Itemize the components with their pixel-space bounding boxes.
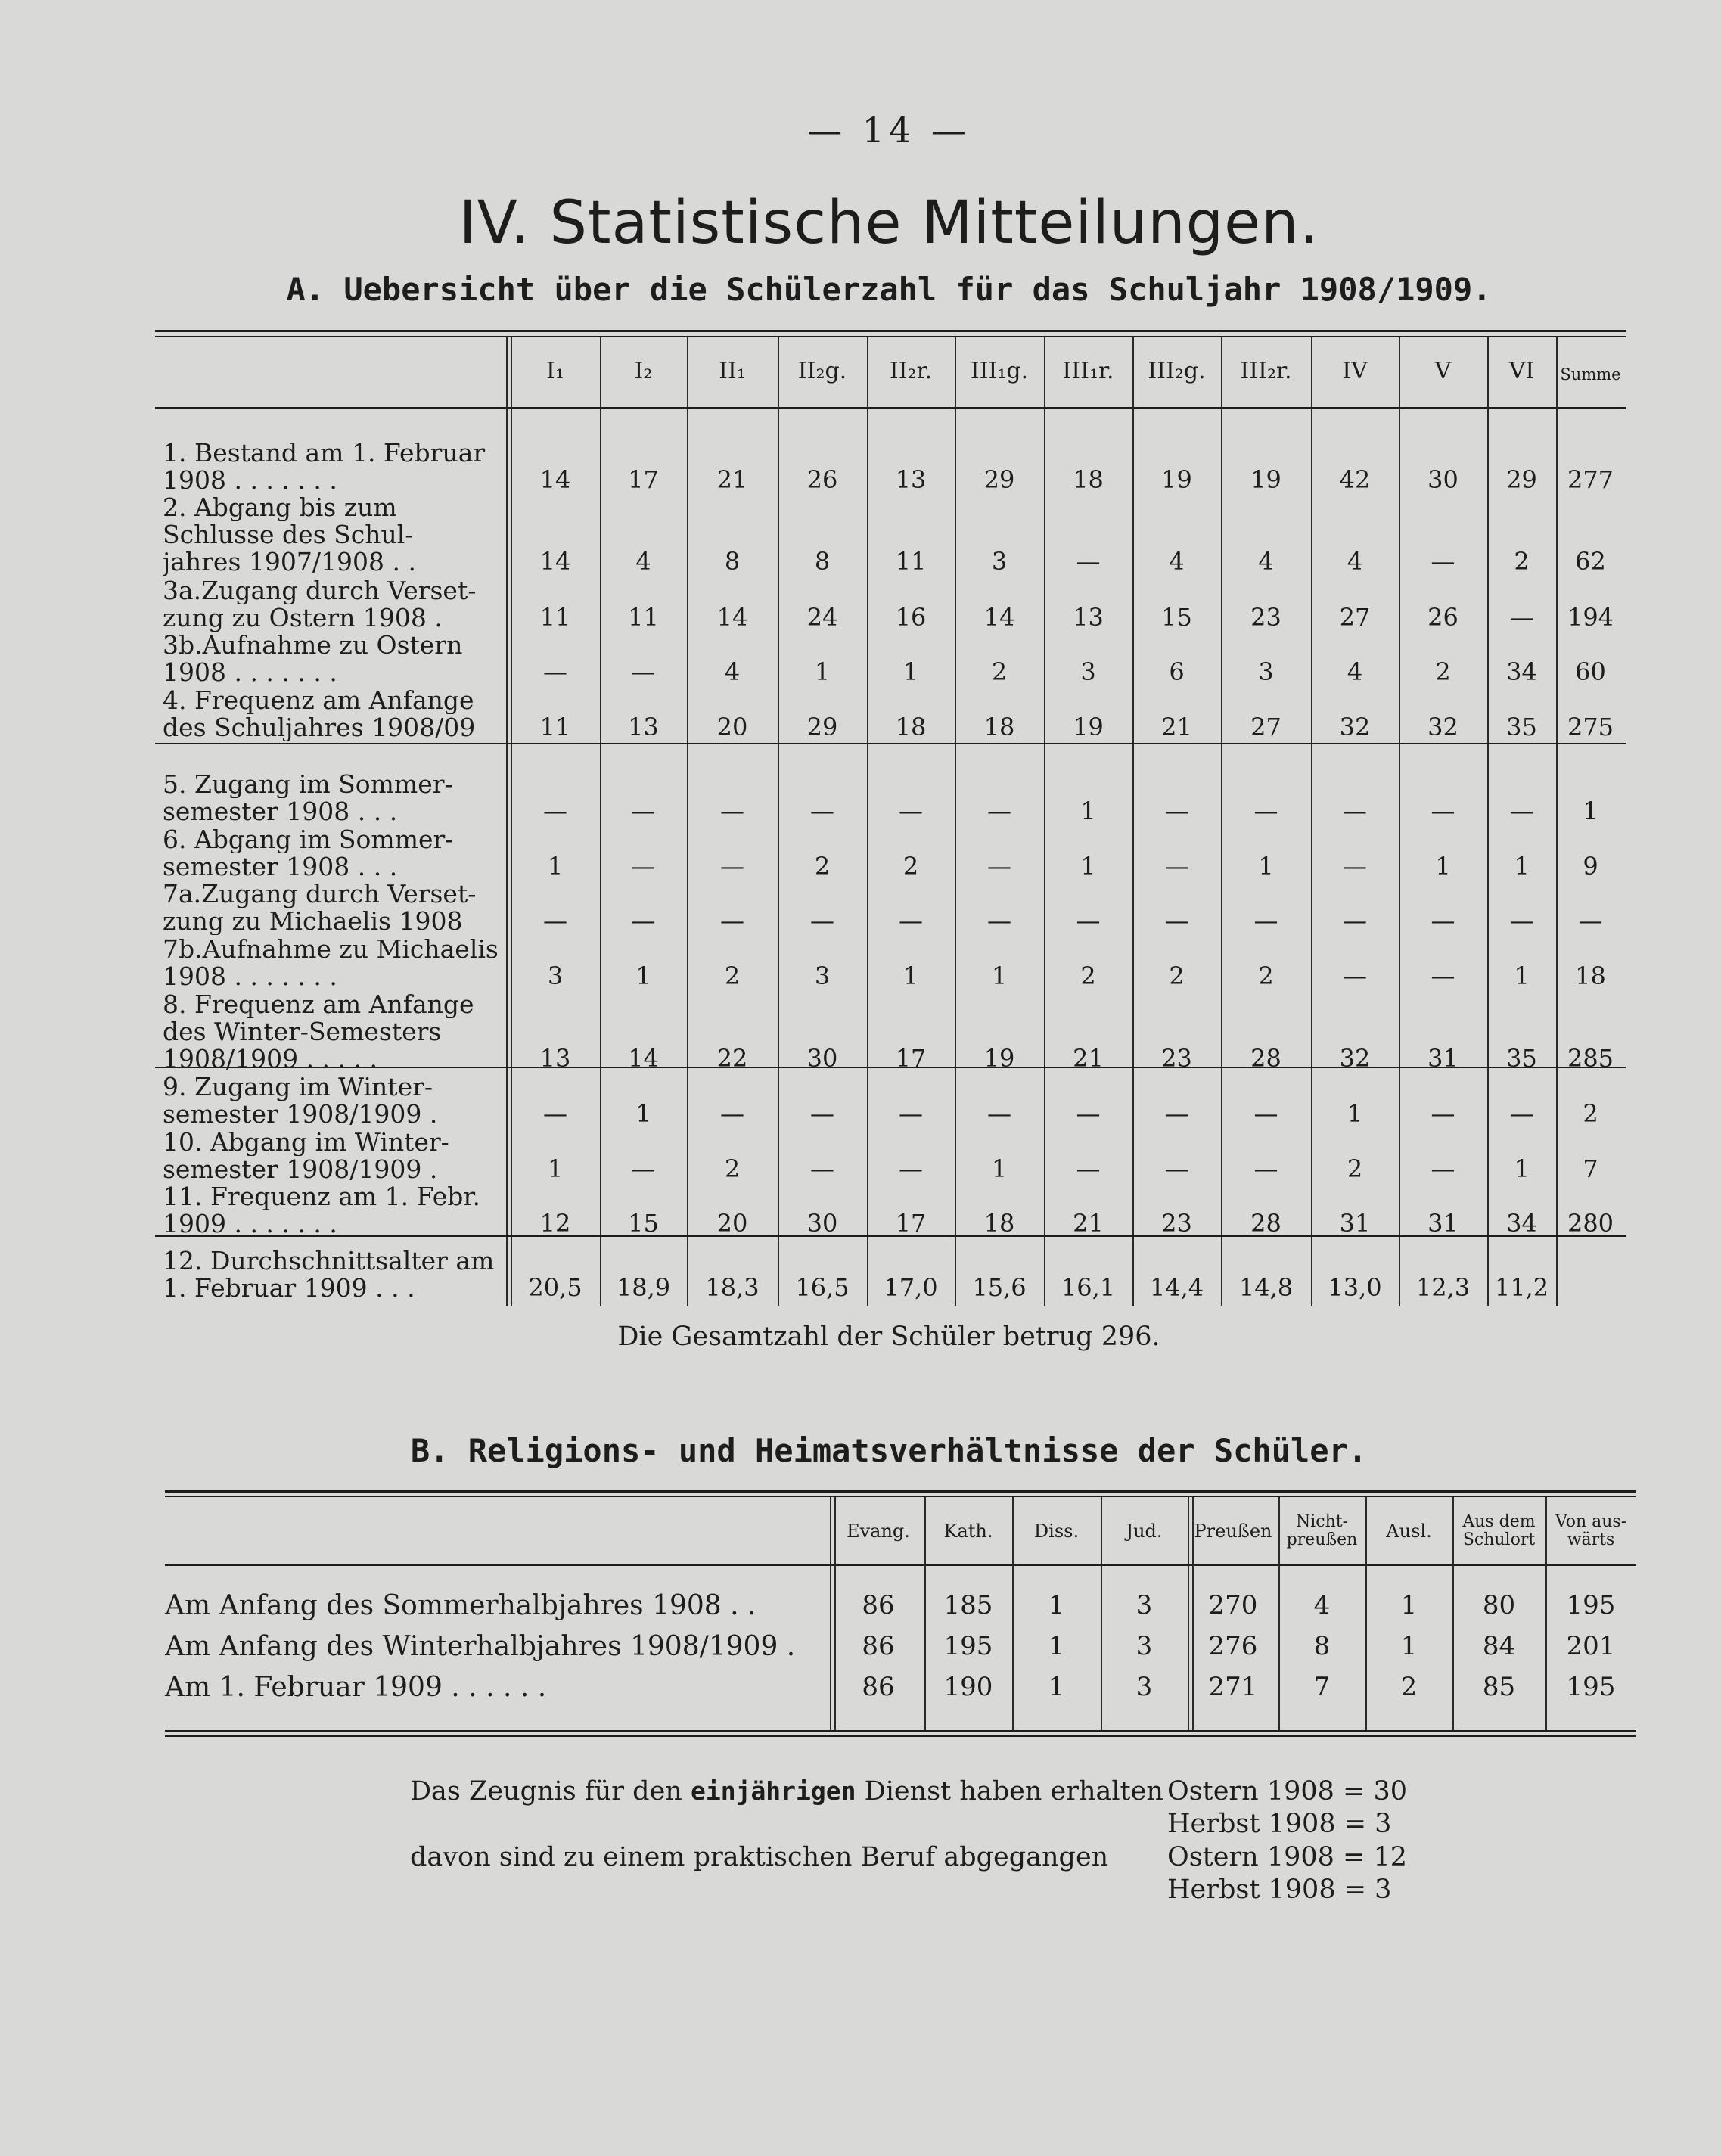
table-cell: 1 <box>1400 1631 1418 1661</box>
table-cell: 32 <box>1339 1044 1371 1073</box>
table-cell: 8 <box>814 547 831 576</box>
table-cell: — <box>1164 1154 1189 1183</box>
table-cell: — <box>810 906 834 935</box>
table-cell: 84 <box>1482 1631 1516 1661</box>
table-cell: 4 <box>1258 547 1274 576</box>
table-cell: 18 <box>895 713 927 741</box>
table-cell: 13,0 <box>1328 1273 1382 1302</box>
row-label-line: 1908 . . . . . . . <box>163 466 337 494</box>
table-cell: 21 <box>1073 1209 1104 1238</box>
table-cell: 195 <box>943 1631 993 1661</box>
table-cell: 14,4 <box>1149 1273 1204 1302</box>
rule-b-bottom-2 <box>165 1735 1636 1737</box>
row-label-line: zung zu Michaelis 1908 <box>163 907 463 935</box>
table-cell: 80 <box>1482 1590 1516 1620</box>
section-b-heading: B. Religions- und Heimatsverhältnisse der Schüler. <box>410 1432 1368 1469</box>
table-cell: 18 <box>983 713 1015 741</box>
table-cell: 2 <box>1435 657 1451 686</box>
column-header: II₂g. <box>797 358 847 384</box>
row-label-line: 2. Abgang bis zum <box>163 493 397 521</box>
table-cell: — <box>1076 547 1101 576</box>
row-label-line: 1908 . . . . . . . <box>163 962 337 990</box>
table-cell: 3 <box>814 962 831 990</box>
table-cell: 3 <box>1258 657 1274 686</box>
table-cell: — <box>810 1154 834 1183</box>
table-cell: 1 <box>547 1154 564 1183</box>
table-cell: 18 <box>1575 962 1606 990</box>
table-cell: 1 <box>1435 852 1451 881</box>
table-cell: 29 <box>1506 465 1537 494</box>
column-header: Nicht-preußen <box>1286 1512 1358 1549</box>
table-cell: 15,6 <box>972 1273 1027 1302</box>
table-cell: 7 <box>1313 1672 1331 1702</box>
table-cell: 1 <box>547 852 564 881</box>
table-cell: — <box>720 1099 744 1128</box>
table-cell: 271 <box>1208 1672 1258 1702</box>
table-cell: 194 <box>1567 603 1614 632</box>
row-label-line: semester 1908 . . . <box>163 797 398 825</box>
table-cell: 18,3 <box>705 1273 760 1302</box>
table-cell: 17,0 <box>884 1273 938 1302</box>
table-cell: 23 <box>1161 1209 1192 1238</box>
table-cell: — <box>899 1154 923 1183</box>
row-label-line: 10. Abgang im Winter- <box>163 1128 449 1156</box>
table-cell: 34 <box>1506 657 1537 686</box>
column-header: Ausl. <box>1386 1521 1432 1542</box>
table-cell: 3 <box>991 547 1008 576</box>
column-header: I₁ <box>546 358 564 384</box>
table-cell: 1 <box>1080 797 1096 825</box>
table-cell: 7 <box>1583 1154 1598 1183</box>
table-cell: 34 <box>1506 1209 1537 1238</box>
table-cell: 3 <box>1135 1631 1153 1661</box>
table-cell: 31 <box>1427 1044 1459 1073</box>
column-header: III₁g. <box>970 358 1029 384</box>
table-cell: 13 <box>539 1044 571 1073</box>
table-cell: 35 <box>1506 1044 1537 1073</box>
table-cell: 32 <box>1339 713 1371 741</box>
row-label-line: jahres 1907/1908 . . <box>163 548 416 576</box>
column-header: VI <box>1508 358 1535 384</box>
table-cell: 20,5 <box>528 1273 582 1302</box>
table-cell: 28 <box>1250 1044 1281 1073</box>
column-header: Preußen <box>1194 1521 1272 1542</box>
table-cell: — <box>631 797 656 825</box>
table-cell: 62 <box>1575 547 1606 576</box>
table-cell: 4 <box>635 547 651 576</box>
table-cell: 86 <box>862 1672 895 1702</box>
table-cell: 21 <box>716 465 748 494</box>
table-cell: — <box>1164 797 1189 825</box>
table-cell: 31 <box>1339 1209 1371 1238</box>
table-cell: 30 <box>1427 465 1459 494</box>
table-cell: 30 <box>806 1044 838 1073</box>
row-label-line: 11. Frequenz am 1. Febr. <box>163 1182 481 1210</box>
row-label-line: 1909 . . . . . . . <box>163 1210 337 1238</box>
table-cell: 276 <box>1208 1631 1258 1661</box>
note-line-1-prefix: Das Zeugnis für den <box>410 1776 682 1807</box>
table-cell: — <box>1509 603 1534 632</box>
row-label-line: des Winter-Semesters <box>163 1017 442 1045</box>
table-cell: — <box>1578 906 1603 935</box>
table-cell: 3 <box>1135 1590 1153 1620</box>
table-cell: 277 <box>1567 465 1614 494</box>
table-cell: 16,1 <box>1061 1273 1116 1302</box>
table-cell: 11 <box>895 547 927 576</box>
column-header: III₁r. <box>1062 358 1114 384</box>
row-label-line: 5. Zugang im Sommer- <box>163 770 453 798</box>
table-cell: 2 <box>1514 547 1530 576</box>
row-label-line: 1908 . . . . . . . <box>163 658 337 686</box>
row-label-line: 7a.Zugang durch Verset- <box>163 880 477 908</box>
vline-b-a <box>830 1497 831 1730</box>
table-cell: 11,2 <box>1494 1273 1549 1302</box>
table-cell: 1 <box>635 962 651 990</box>
table-cell: 11 <box>628 603 659 632</box>
table-cell: 2 <box>1169 962 1185 990</box>
table-cell: — <box>1076 906 1101 935</box>
table-cell: 4 <box>1313 1590 1331 1620</box>
table-cell: — <box>899 1099 923 1128</box>
table-cell: 1 <box>902 962 919 990</box>
row-label-line: semester 1908/1909 . <box>163 1155 438 1183</box>
table-cell: 2 <box>1258 962 1274 990</box>
table-cell: 12,3 <box>1415 1273 1471 1302</box>
table-cell: 60 <box>1575 657 1606 686</box>
row-label-line: 12. Durchschnittsalter am <box>163 1247 495 1275</box>
table-cell: — <box>1509 906 1534 935</box>
table-cell: 13 <box>1073 603 1104 632</box>
column-header: III₂g. <box>1148 358 1206 384</box>
vline-label-a <box>506 337 508 1306</box>
column-header: I₂ <box>634 358 653 384</box>
table-cell: 23 <box>1250 603 1281 632</box>
rule-b-header-bottom <box>165 1564 1636 1566</box>
note-line-1 <box>410 1776 1163 1807</box>
table-cell: 35 <box>1506 713 1537 741</box>
table-cell: — <box>1343 797 1367 825</box>
table-cell: 4 <box>724 657 741 686</box>
table-cell: 3 <box>547 962 564 990</box>
table-cell: 9 <box>1583 852 1598 881</box>
table-cell: 2 <box>724 962 741 990</box>
row-label-line: 6. Abgang im Sommer- <box>163 825 454 853</box>
table-cell: — <box>1431 962 1455 990</box>
table-cell: 22 <box>716 1044 748 1073</box>
table-cell: 1 <box>902 657 919 686</box>
table-cell: 8 <box>1313 1631 1331 1661</box>
table-cell: 14 <box>539 547 571 576</box>
table-cell: 270 <box>1208 1590 1258 1620</box>
table-cell: — <box>631 906 656 935</box>
table-cell: 15 <box>1161 603 1192 632</box>
rule-b-top-2 <box>165 1496 1636 1497</box>
row-label-line: 8. Frequenz am Anfange <box>163 990 474 1018</box>
table-cell: — <box>1431 1154 1455 1183</box>
table-cell: — <box>987 852 1011 881</box>
table-cell: 19 <box>1161 465 1192 494</box>
table-cell: — <box>1343 852 1367 881</box>
table-cell: 3 <box>1135 1672 1153 1702</box>
table-cell: — <box>631 657 656 686</box>
table-cell: 275 <box>1567 713 1614 741</box>
row-label-line: Schlusse des Schul- <box>163 520 414 548</box>
table-cell: — <box>1431 1099 1455 1128</box>
table-cell: 12 <box>539 1209 571 1238</box>
table-cell: — <box>720 797 744 825</box>
table-cell: 1 <box>1514 1154 1530 1183</box>
note-value-2: Herbst 1908 = 3 <box>1167 1809 1392 1839</box>
table-cell: 17 <box>895 1209 927 1238</box>
table-cell: — <box>543 1099 567 1128</box>
table-cell: — <box>1253 1099 1278 1128</box>
table-cell: — <box>1509 1099 1534 1128</box>
column-header: Evang. <box>847 1521 910 1542</box>
table-cell: 26 <box>1427 603 1459 632</box>
column-header: Aus dem Schulort <box>1462 1512 1536 1549</box>
table-cell: 2 <box>1080 962 1096 990</box>
table-cell: — <box>1343 906 1367 935</box>
rule-header-bottom <box>155 407 1626 409</box>
column-header: Von aus-wärts <box>1555 1512 1627 1549</box>
table-cell: — <box>810 797 834 825</box>
row-label-line: 3b.Aufnahme zu Ostern <box>163 631 463 659</box>
table-cell: 14 <box>716 603 748 632</box>
table-cell: 19 <box>983 1044 1015 1073</box>
table-cell: — <box>631 852 656 881</box>
column-header: V <box>1434 358 1452 384</box>
table-cell: 2 <box>991 657 1008 686</box>
row-label: Am 1. Februar 1909 . . . . . . <box>165 1672 547 1703</box>
table-cell: — <box>631 1154 656 1183</box>
table-cell: 1 <box>1514 962 1530 990</box>
row-label-line: 9. Zugang im Winter- <box>163 1073 433 1101</box>
table-cell: 4 <box>1169 547 1185 576</box>
table-cell: — <box>987 797 1011 825</box>
table-cell: 20 <box>716 1209 748 1238</box>
note-line-1-suffix: Dienst haben erhalten <box>864 1776 1163 1807</box>
column-header: II₂r. <box>889 358 933 384</box>
table-cell: 14 <box>983 603 1015 632</box>
table-cell: — <box>543 797 567 825</box>
table-cell: 29 <box>806 713 838 741</box>
row-label-line: semester 1908 . . . <box>163 853 398 881</box>
table-cell: — <box>810 1099 834 1128</box>
table-cell: 17 <box>628 465 659 494</box>
table-cell: 18,9 <box>616 1273 671 1302</box>
table-cell: 32 <box>1427 713 1459 741</box>
table-cell: — <box>1343 962 1367 990</box>
column-header: III₂r. <box>1240 358 1292 384</box>
table-cell: 2 <box>1583 1099 1598 1128</box>
table-cell: 27 <box>1250 713 1281 741</box>
rule-top-2 <box>155 336 1626 337</box>
row-label: Am Anfang des Sommerhalbjahres 1908 . . <box>165 1590 756 1621</box>
table-cell: — <box>1164 852 1189 881</box>
table-cell: 27 <box>1339 603 1371 632</box>
table-cell: 280 <box>1567 1209 1614 1238</box>
row-label-line: 1. Bestand am 1. Februar <box>163 439 486 467</box>
table-cell: 14 <box>628 1044 659 1073</box>
table-cell: 1 <box>635 1099 651 1128</box>
rule-b-top-1 <box>165 1490 1636 1493</box>
table-cell: 1 <box>814 657 831 686</box>
row-label-line: 4. Frequenz am Anfange <box>163 686 474 714</box>
table-cell: 24 <box>806 603 838 632</box>
table-cell: — <box>543 906 567 935</box>
table-cell: 2 <box>724 1154 741 1183</box>
table-cell: — <box>1076 1154 1101 1183</box>
table-cell: 1 <box>1583 797 1598 825</box>
table-cell: 185 <box>943 1590 993 1620</box>
table-cell: 3 <box>1080 657 1096 686</box>
table-cell: 6 <box>1169 657 1185 686</box>
table-cell: 14,8 <box>1238 1273 1294 1302</box>
rule-group-1 <box>155 743 1626 744</box>
table-cell: — <box>899 906 923 935</box>
row-label-line: des Schuljahres 1908/09 <box>163 713 476 741</box>
table-cell: — <box>1164 906 1189 935</box>
table-cell: 1 <box>1048 1590 1065 1620</box>
page-number: — 14 — <box>807 110 971 151</box>
row-label-line: 7b.Aufnahme zu Michaelis <box>163 935 499 963</box>
column-header: Summe <box>1560 365 1621 384</box>
table-cell: 30 <box>806 1209 838 1238</box>
table-cell: 1 <box>991 1154 1008 1183</box>
table-cell: 1 <box>1080 852 1096 881</box>
table-cell: — <box>987 1099 1011 1128</box>
table-cell: 2 <box>1400 1672 1418 1702</box>
table-cell: 8 <box>724 547 741 576</box>
table-cell: — <box>1431 547 1455 576</box>
table-cell: 29 <box>983 465 1015 494</box>
table-cell: 28 <box>1250 1209 1281 1238</box>
table-cell: 19 <box>1250 465 1281 494</box>
table-cell: — <box>1164 1099 1189 1128</box>
table-cell: 31 <box>1427 1209 1459 1238</box>
column-header: Kath. <box>943 1521 993 1542</box>
table-cell: 14 <box>539 465 571 494</box>
table-cell: 13 <box>628 713 659 741</box>
total-students-note: Die Gesamtzahl der Schüler betrug 296. <box>617 1322 1160 1352</box>
table-cell: 1 <box>1400 1590 1418 1620</box>
row-label-line: 3a.Zugang durch Verset- <box>163 576 477 604</box>
table-cell: 15 <box>628 1209 659 1238</box>
table-cell: 195 <box>1566 1672 1616 1702</box>
table-cell: 4 <box>1347 547 1363 576</box>
table-cell: 21 <box>1161 713 1192 741</box>
table-cell: 16,5 <box>795 1273 850 1302</box>
note-line-1-bold: einjährigen <box>690 1776 856 1806</box>
table-cell: — <box>1253 797 1278 825</box>
table-cell: 23 <box>1161 1044 1192 1073</box>
table-cell: 1 <box>1048 1672 1065 1702</box>
table-cell: 20 <box>716 713 748 741</box>
column-header: IV <box>1342 358 1368 384</box>
row-label-line: 1. Februar 1909 . . . <box>163 1274 415 1302</box>
table-cell: 21 <box>1073 1044 1104 1073</box>
table-cell: 2 <box>902 852 919 881</box>
row-label-line: semester 1908/1909 . <box>163 1100 438 1128</box>
table-cell: 2 <box>1347 1154 1363 1183</box>
table-cell: 1 <box>991 962 1008 990</box>
table-cell: 42 <box>1339 465 1371 494</box>
table-cell: 285 <box>1567 1044 1614 1073</box>
table-cell: 19 <box>1073 713 1104 741</box>
column-header: Diss. <box>1033 1521 1080 1542</box>
rule-top-1 <box>155 330 1626 332</box>
table-cell: — <box>1431 797 1455 825</box>
note-line-3: davon sind zu einem praktischen Beruf abgegangen <box>410 1842 1109 1872</box>
note-value-4: Herbst 1908 = 3 <box>1167 1875 1392 1905</box>
table-cell: — <box>1253 906 1278 935</box>
rule-b-bottom-1 <box>165 1730 1636 1732</box>
section-a-heading: A. Uebersicht über die Schülerzahl für das Schuljahr 1908/1909. <box>286 271 1492 308</box>
table-cell: — <box>1253 1154 1278 1183</box>
table-cell: 17 <box>895 1044 927 1073</box>
column-header: II₁ <box>719 358 746 384</box>
table-cell: 2 <box>814 852 831 881</box>
column-header: Jud. <box>1126 1521 1163 1542</box>
table-cell: — <box>899 797 923 825</box>
table-cell: 86 <box>862 1631 895 1661</box>
table-cell: 4 <box>1347 657 1363 686</box>
row-label: Am Anfang des Winterhalbjahres 1908/1909 . <box>165 1631 796 1662</box>
table-cell: 86 <box>862 1590 895 1620</box>
table-cell: 26 <box>806 465 838 494</box>
table-cell: — <box>720 852 744 881</box>
table-cell: 85 <box>1482 1672 1516 1702</box>
table-cell: — <box>987 906 1011 935</box>
table-cell: 1 <box>1514 852 1530 881</box>
table-cell: — <box>543 657 567 686</box>
table-cell: 1 <box>1258 852 1274 881</box>
table-cell: 16 <box>895 603 927 632</box>
table-cell: 195 <box>1566 1590 1616 1620</box>
page-title: IV. Statistische Mitteilungen. <box>458 189 1319 257</box>
table-cell: 18 <box>983 1209 1015 1238</box>
table-cell: 1 <box>1048 1631 1065 1661</box>
table-cell: — <box>1076 1099 1101 1128</box>
table-cell: 18 <box>1073 465 1104 494</box>
table-cell: 11 <box>539 603 571 632</box>
table-cell: 13 <box>895 465 927 494</box>
note-value-1: Ostern 1908 = 30 <box>1167 1776 1408 1807</box>
table-cell: 190 <box>943 1672 993 1702</box>
table-cell: 11 <box>539 713 571 741</box>
table-cell: — <box>1509 797 1534 825</box>
row-label-line: 1908/1909 . . . . . <box>163 1045 377 1073</box>
table-cell: — <box>1431 906 1455 935</box>
table-cell: 1 <box>1347 1099 1363 1128</box>
table-cell: 201 <box>1566 1631 1616 1661</box>
table-cell: — <box>720 906 744 935</box>
note-value-3: Ostern 1908 = 12 <box>1167 1842 1408 1872</box>
row-label-line: zung zu Ostern 1908 . <box>163 604 443 632</box>
